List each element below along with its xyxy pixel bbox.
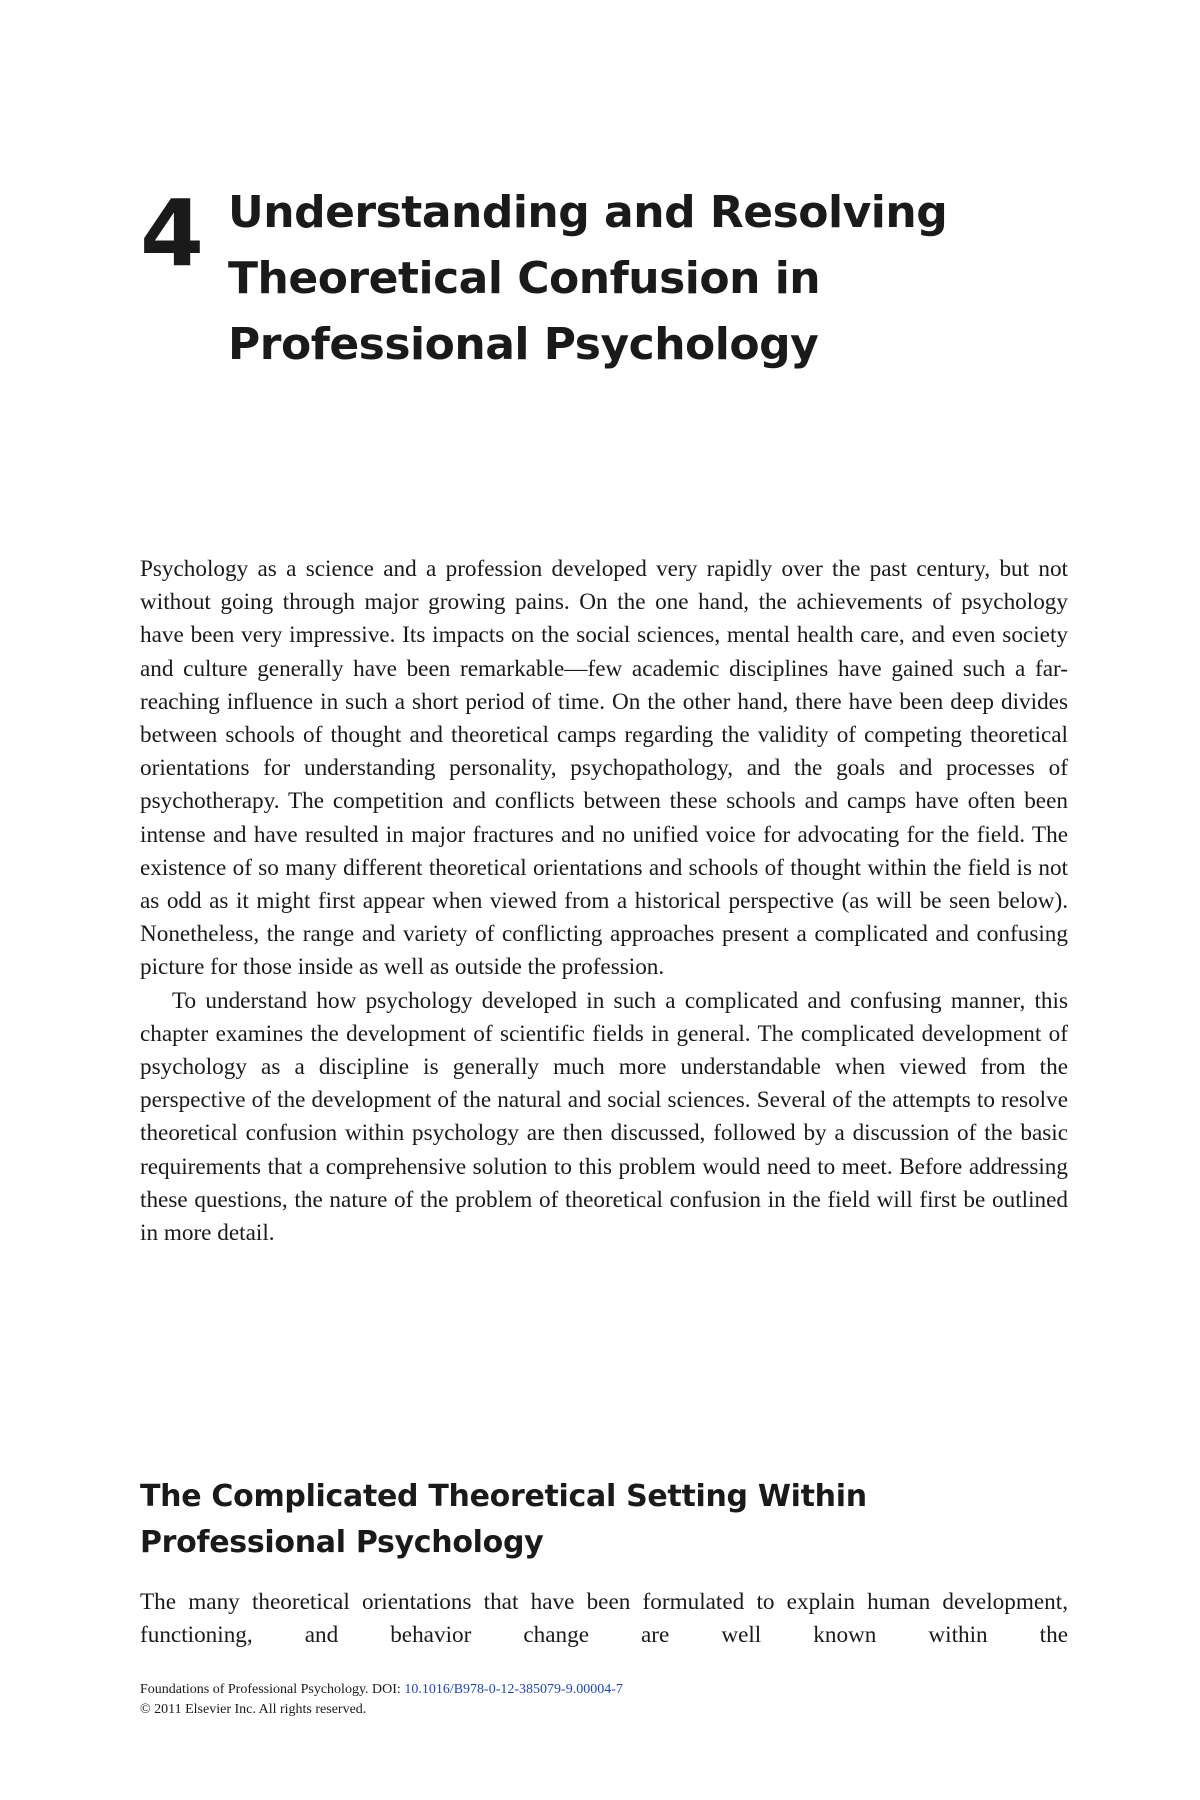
chapter-heading (140, 180, 1060, 378)
chapter-intro (140, 553, 1068, 1250)
section-heading: The Complicated Theoretical Setting Within Professional Psychology (140, 1479, 867, 1560)
footer-copyright: © 2011 Elsevier Inc. All rights reserved. (140, 1702, 367, 1717)
chapter-number: 4 (140, 180, 203, 287)
intro-paragraph-2: To understand how psychology developed in such a complicated and confusing manner, this chapter examines the development of scientific fields in general. The complicated development of psychology as a discipline is generally much more understandable when viewed from the perspective of the development of the natural and social sciences. Several of the attempts to resolve theoretical confusion within psychology are then discussed, followed by a discussion of the basic requirements that a comprehensive solution to this problem would need to meet. Before addressing these questions, the nature of the problem of theoretical confusion in the field will first be outlined in more detail. (140, 987, 1068, 1247)
footer-citation (140, 1680, 1068, 1700)
footer-book-title: Foundations of Professional Psychology. DOI: (140, 1682, 401, 1697)
section-paragraph: The many theoretical orientations that have been formulated to explain human development, functioning, and behavior change are well known within the (140, 1589, 1068, 1649)
doi-link[interactable]: 10.1016/B978-0-12-385079-9.00004-7 (404, 1682, 623, 1697)
page-footer (140, 1680, 1068, 1720)
intro-paragraph-1: Psychology as a science and a profession developed very rapidly over the past century, but not without going through major growing pains. On the one hand, the achievements of psychology have been very impressive. Its impacts on the social sciences, mental health care, and even society and culture generally have been remarkable—few academic disciplines have gained such a far-reaching influence in such a short period of time. On the other hand, there have been deep divides between schools of thought and theoretical camps regarding the validity of competing theoretical orientations for understanding personality, psychopathology, and the goals and processes of psychotherapy. The competition and conflicts between these schools and camps have often been intense and have resulted in major fractures and no unified voice for advocating for the field. The existence of so many different theoretical orientations and schools of thought within the field is not as odd as it might first appear when viewed from a historical perspective (as will be seen below). Nonetheless, the range and variety of conflicting approaches present a complicated and confusing picture for those inside as well as outside the profession. (140, 556, 1068, 981)
chapter-title: Understanding and Resolving Theoretical Confusion in Professional Psychology (228, 187, 948, 370)
